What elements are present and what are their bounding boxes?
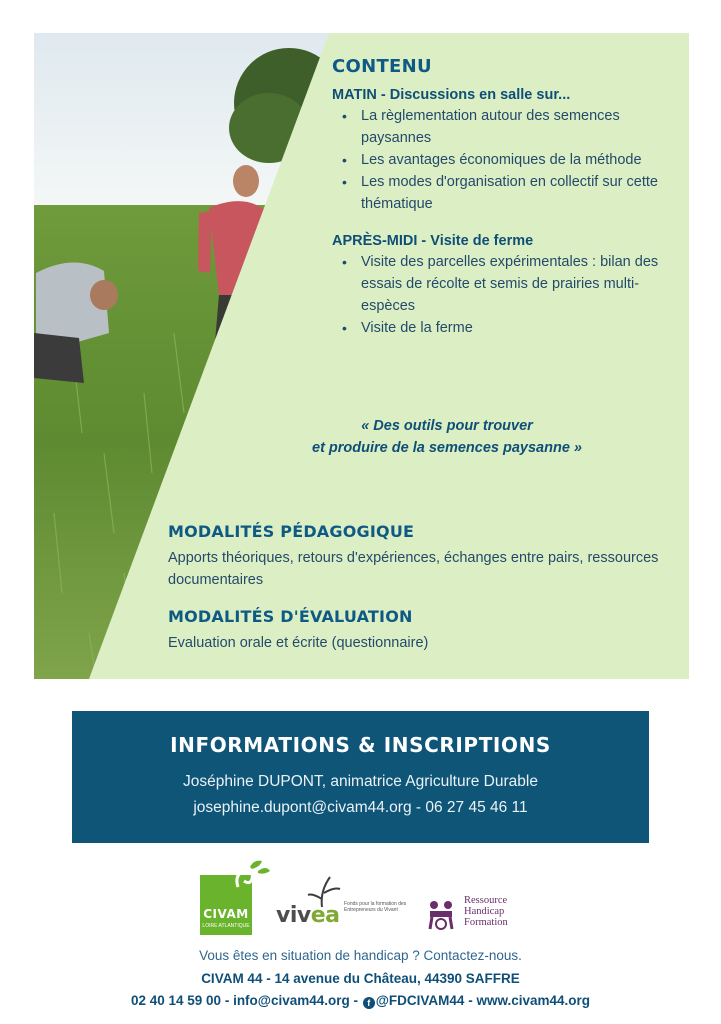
evaluation-heading: MODALITÉS D'ÉVALUATION	[168, 607, 413, 626]
facebook-handle[interactable]: @FDCIVAM44	[375, 993, 465, 1008]
apres-midi-title: APRÈS-MIDI - Visite de ferme	[332, 233, 534, 249]
vivea-logo	[276, 873, 406, 937]
quote-line-2: et produire de la semences paysanne »	[312, 440, 582, 456]
ressource-handicap-logo	[418, 889, 538, 939]
contenu-heading: CONTENU	[332, 56, 432, 77]
vivea-tagline: Fonds pour la formation des Entrepreneurs du Vivant	[344, 901, 407, 913]
evaluation-text: Evaluation orale et écrite (questionnaire)	[168, 635, 429, 651]
matin-title: MATIN - Discussions en salle sur...	[332, 87, 571, 103]
contact-person: Joséphine DUPONT, animatrice Agriculture Durable	[183, 773, 538, 790]
phone-email[interactable]: 02 40 14 59 00 - info@civam44.org -	[130, 993, 362, 1008]
address: CIVAM 44 - 14 avenue du Château, 44390 SAFFRE	[201, 971, 520, 986]
list-item: • Visite de la ferme	[342, 320, 473, 336]
civam-logo-subtext: LOIRE ATLANTIQUE	[202, 923, 250, 929]
website-link[interactable]: - www.civam44.org	[464, 993, 590, 1008]
civam-logo	[200, 857, 268, 937]
list-item: • Les avantages économiques de la méthode	[342, 152, 642, 168]
list-item: • Les modes d'organisation en collectif sur cette thématique	[342, 174, 658, 212]
handicap-people-icon	[424, 897, 458, 931]
footer	[0, 946, 721, 1012]
list-item: • La règlementation autour des semences paysannes	[342, 108, 620, 146]
list-item: • Visite des parcelles expérimentales : bilan des essais de récolte et semis de prairies multi-espèces	[342, 254, 659, 314]
footer-contact	[0, 990, 721, 1012]
rhf-text: Ressource Handicap Formation	[464, 895, 508, 928]
quote-line-1: « Des outils pour trouver	[361, 418, 533, 434]
handicap-notice: Vous êtes en situation de handicap ? Contactez-nous.	[199, 948, 522, 963]
civam-logo-text: CIVAM	[203, 907, 249, 921]
contenu-section	[332, 56, 682, 339]
civam-swirl-icon	[230, 857, 270, 897]
pedagogique-heading: MODALITÉS PÉDAGOGIQUE	[168, 522, 415, 541]
vivea-wordmark: vivea	[276, 903, 340, 928]
matin-list	[342, 105, 682, 215]
partner-logos	[0, 855, 721, 945]
info-box	[72, 711, 649, 843]
pedagogique-text: Apports théoriques, retours d'expériences, échanges entre pairs, ressources documentaires	[168, 550, 659, 588]
facebook-icon: f	[363, 997, 375, 1009]
quote	[262, 415, 632, 459]
apres-midi-list	[342, 251, 682, 339]
modalites-section	[168, 522, 668, 654]
contact-email-phone[interactable]: josephine.dupont@civam44.org - 06 27 45 46 11	[193, 799, 528, 816]
info-title: INFORMATIONS & INSCRIPTIONS	[170, 733, 551, 757]
